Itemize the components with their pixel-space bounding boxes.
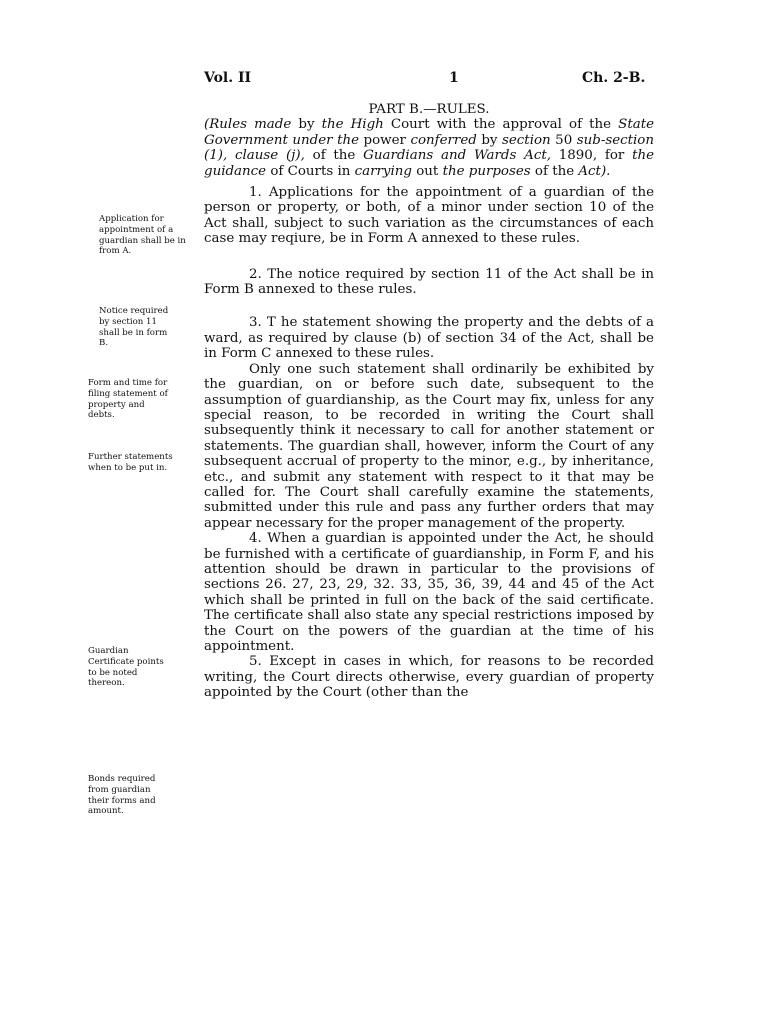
preamble-segment: of the (304, 148, 364, 164)
chapter-label: Ch. 2-B. (582, 70, 646, 86)
volume-label: Vol. II (204, 70, 252, 86)
preamble-segment: 1890, for (550, 148, 633, 164)
rule-4-paragraph: 4. When a guardian is appointed under the Act, he should be furnished with a certificate of guardianship, in Form F, and his attention should be drawn in particular to the provisions of sections 26. 27, 23, 29, 32. 33, 35, 36, 39, 44 and 45 of the Act which shall be printed in full on the back of the said certificate. The certificate shall also state any special restrictions imposed by the Court on the powers of the guardian at the time of his appointment. (204, 531, 654, 654)
preamble-segment: sub-section (1), clause (j), (204, 132, 654, 164)
preamble-segment: of the (530, 163, 579, 179)
side-note-notice: Notice required by section 11 shall be in form B. (99, 306, 169, 349)
preamble-segment: power (359, 132, 411, 148)
rule-3-continuation-paragraph: Only one such statement shall ordinarily be exhibited by the guardian, on or before such date, subsequent to the assumption of guardianship, as the Court may fix, unless for any special reason, to be recorded in writing the Court shall subsequently think it necessary to call for another statement or statements. The guardian shall, however, inform the Court of any subsequent accrual of property to the minor, e.g., by inheritance, etc., and submit any statement with respect to it that may be called for. The Court shall carefully examine the statements, submitted under this rule and pass any further orders that may appear necessary for the proper management of the property. (204, 361, 654, 531)
side-note-application: Application for appointment of a guardian shall be in from A. (99, 214, 186, 257)
preamble (204, 117, 654, 179)
preamble-segment: Act). (578, 163, 611, 179)
preamble-segment: of Courts in (266, 163, 355, 179)
preamble-segment: Guardians and Wards Act, (363, 148, 551, 164)
preamble-segment: by (291, 117, 322, 133)
rule-2-paragraph: 2. The notice required by section 11 of the Act shall be in Form B annexed to these rules. (204, 266, 654, 298)
preamble-segment: carrying (354, 163, 412, 179)
side-note-further-statements: Further statements when to be put in. (88, 452, 173, 473)
preamble-segment: conferred (410, 132, 477, 148)
preamble-segment: (Rules made (204, 117, 292, 133)
preamble-segment: State Government under the (204, 117, 654, 148)
preamble-segment: Court with the approval of the (383, 117, 619, 133)
page-number: 1 (449, 70, 459, 86)
side-note-form-and-time: Form and time for filing statement of property and debts. (88, 378, 168, 421)
rule-3-paragraph: 3. T he statement showing the property and the debts of a ward, as required by clause (b) of section 34 of the Act, shall be in Form C annexed to these rules. (204, 315, 654, 362)
preamble-segment: by (476, 132, 503, 148)
preamble-segment: out (411, 163, 443, 179)
preamble-segment: section (502, 132, 551, 148)
preamble-segment: the High (321, 117, 384, 133)
preamble-segment: 50 (550, 132, 577, 148)
side-note-bonds: Bonds required from guardian their forms and amount. (88, 774, 156, 817)
rules-body (204, 102, 654, 701)
rule-1-paragraph: 1. Applications for the appointment of a guardian of the person or property, or both, of a minor under section 10 of the Act shall, subject to such variation as the circumstances of each case may reqiure, be in Form A annexed to these rules. (204, 185, 654, 247)
rule-5-paragraph: 5. Except in cases in which, for reasons to be recorded writing, the Court directs otherwise, every guardian of property appointed by the Court (other than the (204, 654, 654, 701)
side-note-guardian-certificate: Guardian Certificate points to be noted thereon. (88, 646, 164, 689)
preamble-segment: the guidance (204, 148, 655, 179)
part-title: PART B.—RULES. (368, 102, 490, 117)
preamble-segment: the purposes (442, 163, 531, 179)
